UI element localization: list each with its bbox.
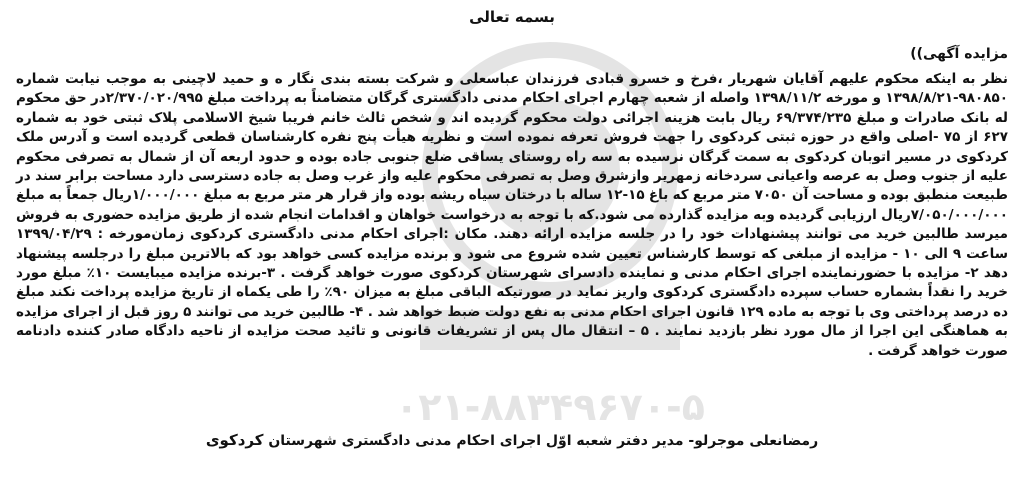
notice-body: نظر به اینکه محکوم علیهم آقایان شهریار ،فرخ و خسرو قبادی فرزندان عباسعلی و شرکت بسته بندی نگار ه و حمید لاچینی به موجب نیابت شماره ۹۸۰۸۵۰-۱۳۹۸/۸/۲۱ و مورخه ۱۳۹۸/۱۱/۲ واصله از شعبه چهارم اجرای احکام مدنی دادگستری گرگان متضامناً به پرداخت مبلغ ۲/۳۷۰/۰۲۰/۹۹۵در حق محکوم له بانک صادرات و مبلغ ۶۹/۳۷۴/۲۳۵ ریال بابت هزینه اجرائی دولت محکوم گردیده اند و شخص ثالث خانم فریبا شیخ الاسلامی پلاک ثبتی خود به شماره ۶۲۷ از ۷۵ -اصلی واقع در حوزه ثبتی کردکوی را جهت فروش تعرفه نموده است و نظریه هیأت پنج نفره کارشناسان قطعی گردیده است و آدرس ملک کردکوی در مسیر اتوبان کردکوی به سمت گرگان نرسیده به سه راه روستای یساقی ضلع جنوبی جاده بوده و حدود اربعه آن از شمال به تصرفی محکوم علیه از جنوب وصل به عرصه واعیانی سردخانه زمهریر وازشرق وصل به تصرفی محکوم علیه واز غرب وصل به جاده دسترسی دارد مساحت برابر سند در طبیعت منطبق بوده و مساحت آن ۷۰۵۰ متر مربع که باغ ۱۵-۱۲ ساله با درختان سیاه ریشه بوده واز قرار هر متر مربع به مبلغ ۱/۰۰۰/۰۰۰ریال جمعاً به مبلغ ۷/۰۵۰/۰۰۰/۰۰۰ریال ارزیابی گردیده وبه مزایده گذارده می شود.که با توجه به درخواست خواهان و اقدامات انجام شده از طریق مزایده حضوری به فروش میرسد طالبین خرید می توانند پیشنهادات خود را در جلسه مزایده ارائه دهند. مکان :اجرای احکام مدنی دادگستری کردکوی زمان‌مورخه : ۱۳۹۹/۰۴/۲۹ ساعت ۹ الی ۱۰ - مزایده از مبلغی که توسط کارشناس تعیین شده شروع می شود و برنده مزایده کسی خواهد بود که بالاترین مبلغ را درجلسه پیشنهاد دهد ۲- مزایده با حضورنماینده اجرای احکام مدنی و نماینده دادسرای شهرستان کردکوی صورت خواهد گرفت . ۳-برنده مزایده میبایست ۱۰٪ مبلغ مورد خرید را نقداً بشماره حساب سپرده دادگستری کردکوی واریز نماید در صورتیکه الباقی مبلغ به میزان ۹۰٪ را طی یکماه از تاریخ مزایده پرداخت نکند مبلغ ده درصد پرداختی وی با توجه به ماده ۱۲۹ قانون اجرای احکام مدنی به نفع دولت ضبط خواهد شد . ۴- طالبین خرید می توانند ۵ روز قبل از اجرای مزایده به هماهنگی این اجرا از مال مورد نظر بازدید نمایند . ۵ – انتقال مال پس از تشریفات قانونی و تائید صحت مزایده از ناحیه دادگاه صادر کننده دادنامه صورت خواهد گرفت . <box>16 71 1009 359</box>
signature-city: کردکوی <box>205 431 264 449</box>
signature-text: رمضانعلی موجرلو- مدیر دفتر شعبه اوّل اجرای احکام مدنی دادگستری شهرستان <box>268 433 819 449</box>
watermark-phone: ۰۲۱-۸۸۳۴۹۶۷۰-۵ <box>395 385 705 429</box>
notice-label: مزایده آگهی)) <box>910 46 1008 62</box>
page-title: بسمه تعالی <box>469 8 555 26</box>
signature-line <box>0 430 1024 451</box>
